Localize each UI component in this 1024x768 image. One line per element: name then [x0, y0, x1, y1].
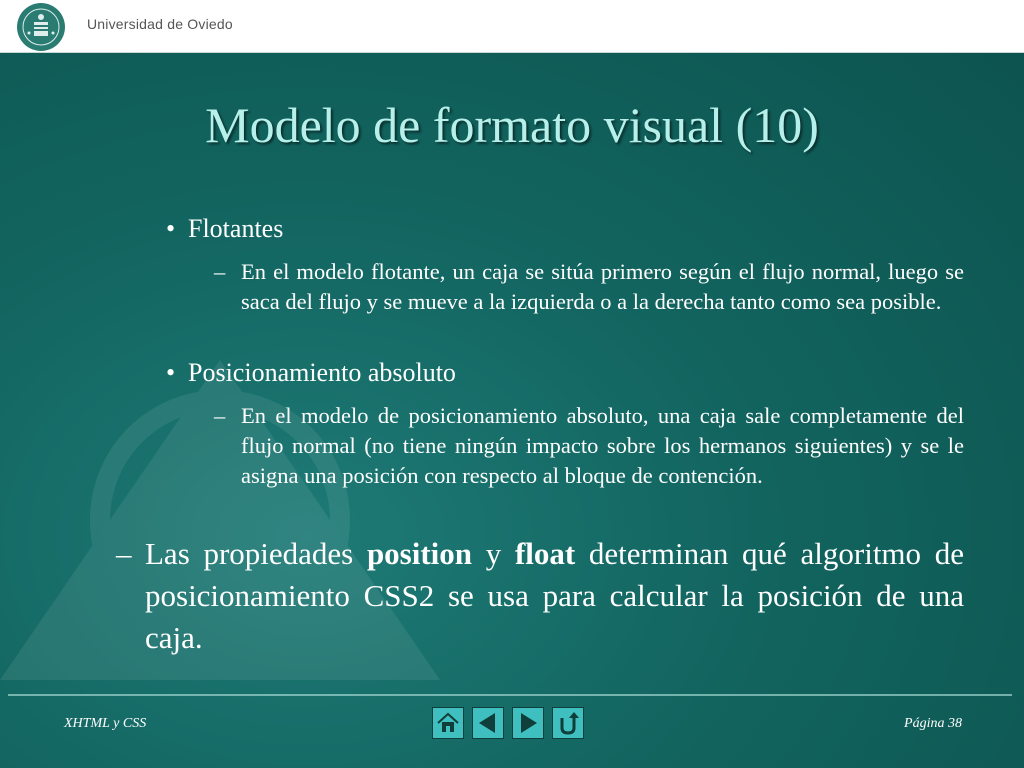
summary-text: [145, 533, 964, 659]
next-slide-button[interactable]: [512, 707, 544, 739]
home-icon: [433, 708, 463, 738]
bullet-flotantes: [166, 214, 283, 244]
bullet-posicionamiento-absoluto: [166, 358, 456, 388]
summary-part: determinan qué algoritmo de posicionamiento CSS2 se usa para calcular la posición de una caja.: [145, 536, 964, 655]
slide-title: Modelo de formato visual (10): [205, 97, 819, 153]
sub-item-flotantes: [214, 257, 964, 317]
sub-item-text: En el modelo flotante, un caja se sitúa primero según el flujo normal, luego se saca del flujo y se mueve a la izquierda o a la derecha tanto como sea posible.: [241, 259, 964, 314]
sub-item-text: En el modelo de posicionamiento absoluto, una caja sale completamente del flujo normal (no tiene ningún impacto sobre los hermanos siguientes) y se le asigna una posición con respecto al bloque de contención.: [241, 403, 964, 488]
dash-symbol: –: [214, 403, 226, 428]
bullet-label: Posicionamiento absoluto: [188, 358, 456, 387]
return-icon: [553, 708, 583, 738]
dash-symbol: –: [116, 536, 132, 571]
previous-slide-button[interactable]: [472, 707, 504, 739]
bullet-label: Flotantes: [188, 214, 284, 243]
summary-item: [116, 533, 964, 659]
footer-page-number: Página 38: [904, 716, 962, 731]
footer-course-title: XHTML y CSS: [64, 716, 147, 731]
bullet-symbol: •: [166, 358, 176, 387]
summary-part: y: [472, 536, 515, 571]
back-arrow-icon: [473, 708, 503, 738]
footer-divider: [8, 694, 1012, 696]
bullet-symbol: •: [166, 214, 176, 243]
summary-part: Las propiedades: [145, 536, 367, 571]
university-name: Universidad de Oviedo: [87, 16, 233, 32]
return-button[interactable]: [552, 707, 584, 739]
home-button[interactable]: [432, 707, 464, 739]
forward-arrow-icon: [513, 708, 543, 738]
keyword-position: position: [366, 536, 473, 571]
sub-item-posicionamiento: [214, 401, 964, 491]
dash-symbol: –: [214, 259, 226, 284]
keyword-float: float: [514, 536, 576, 571]
